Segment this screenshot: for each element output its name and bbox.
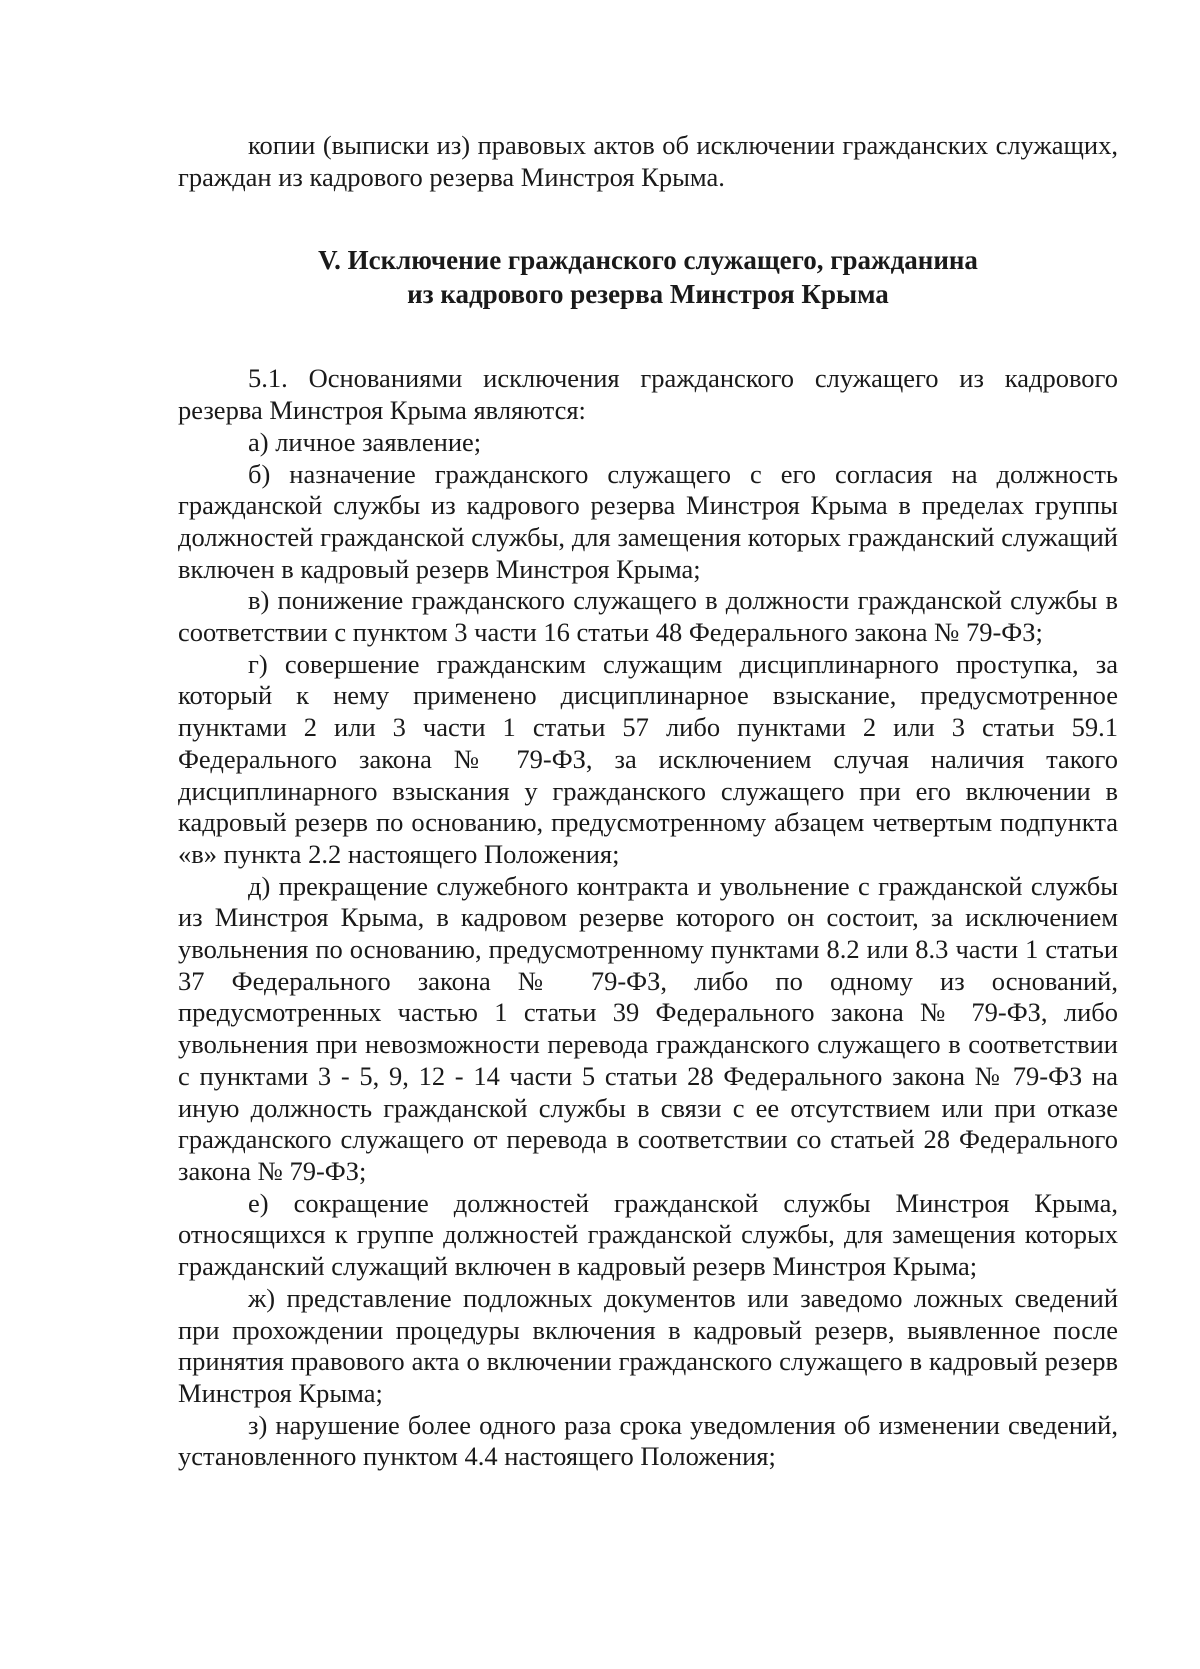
list-item-d: д) прекращение служебного контракта и увольнение с гражданской службы из Минстроя Крыма, в кадровом резерве которого он состоит, за исключением увольнения по основанию, предусмотренному пунктами 8.2 или 8.3 части 1 статьи 37 Федерального закона № 79-ФЗ, либо по одному из оснований, предусмотренных частью 1 статьи 39 Федерального закона № 79-ФЗ, либо увольнения при невозможности перевода гражданского служащего в соответствии с пунктами 3 - 5, 9, 12 - 14 части 5 статьи 28 Федерального закона № 79-ФЗ на иную должность гражданской службы в связи с ее отсутствием или при отказе гражданского служащего от перевода в соответствии со статьей 28 Федерального закона № 79-ФЗ; [178,870,1118,1186]
list-item-a: а) личное заявление; [248,426,482,457]
document-page [178,130,1118,1473]
list-item-g: г) совершение гражданским служащим дисциплинарного проступка, за который к нему применено дисциплинарное взыскание, предусмотренное пунктами 2 или 3 части 1 статьи 57 либо пунктами 2 или 3 статьи 59.1 Федерального закона № 79-ФЗ, за исключением случая наличия такого дисциплинарного взыскания у гражданского служащего при его включении в кадровый резерв по основанию, предусмотренному абзацем четвертым подпункта «в» пункта 2.2 настоящего Положения; [178,648,1118,869]
intro-paragraph: копии (выписки из) правовых актов об исключении гражданских служащих, граждан из кадрового резерва Минстроя Крыма. [178,130,1118,192]
section-heading-line-2: из кадрового резерва Минстроя Крыма [407,279,889,310]
list-item-b: б) назначение гражданского служащего с его согласия на должность гражданской службы из кадрового резерва Минстроя Крыма в пределах группы должностей гражданской службы, для замещения которых гражданский служащий включен в кадровый резерв Минстроя Крыма; [178,458,1118,584]
list-item-v: в) понижение гражданского служащего в должности гражданской службы в соответствии с пунктом 3 части 16 статьи 48 Федерального закона № 79-ФЗ; [178,585,1118,648]
list-item-zh: ж) представление подложных документов или заведомо ложных сведений при прохождении процедуры включения в кадровый резерв, выявленное после принятия правового акта о включении гражданского служащего в кадровый резерв Минстроя Крыма; [178,1282,1118,1408]
list-item-e: е) сокращение должностей гражданской службы Минстроя Крыма, относящихся к группе должностей гражданской службы, для замещения которых гражданский служащий включен в кадровый резерв Минстроя Крыма; [178,1187,1118,1282]
list-item-z: з) нарушение более одного раза срока уведомления об изменении сведений, установленного пунктом 4.4 настоящего Положения; [178,1409,1118,1472]
section-heading-line-1: V. Исключение гражданского служащего, гражданина [318,245,978,276]
section-heading [178,243,1118,311]
paragraph-5-1: 5.1. Основаниями исключения гражданского служащего из кадрового резерва Минстроя Крыма являются: [178,363,1118,426]
